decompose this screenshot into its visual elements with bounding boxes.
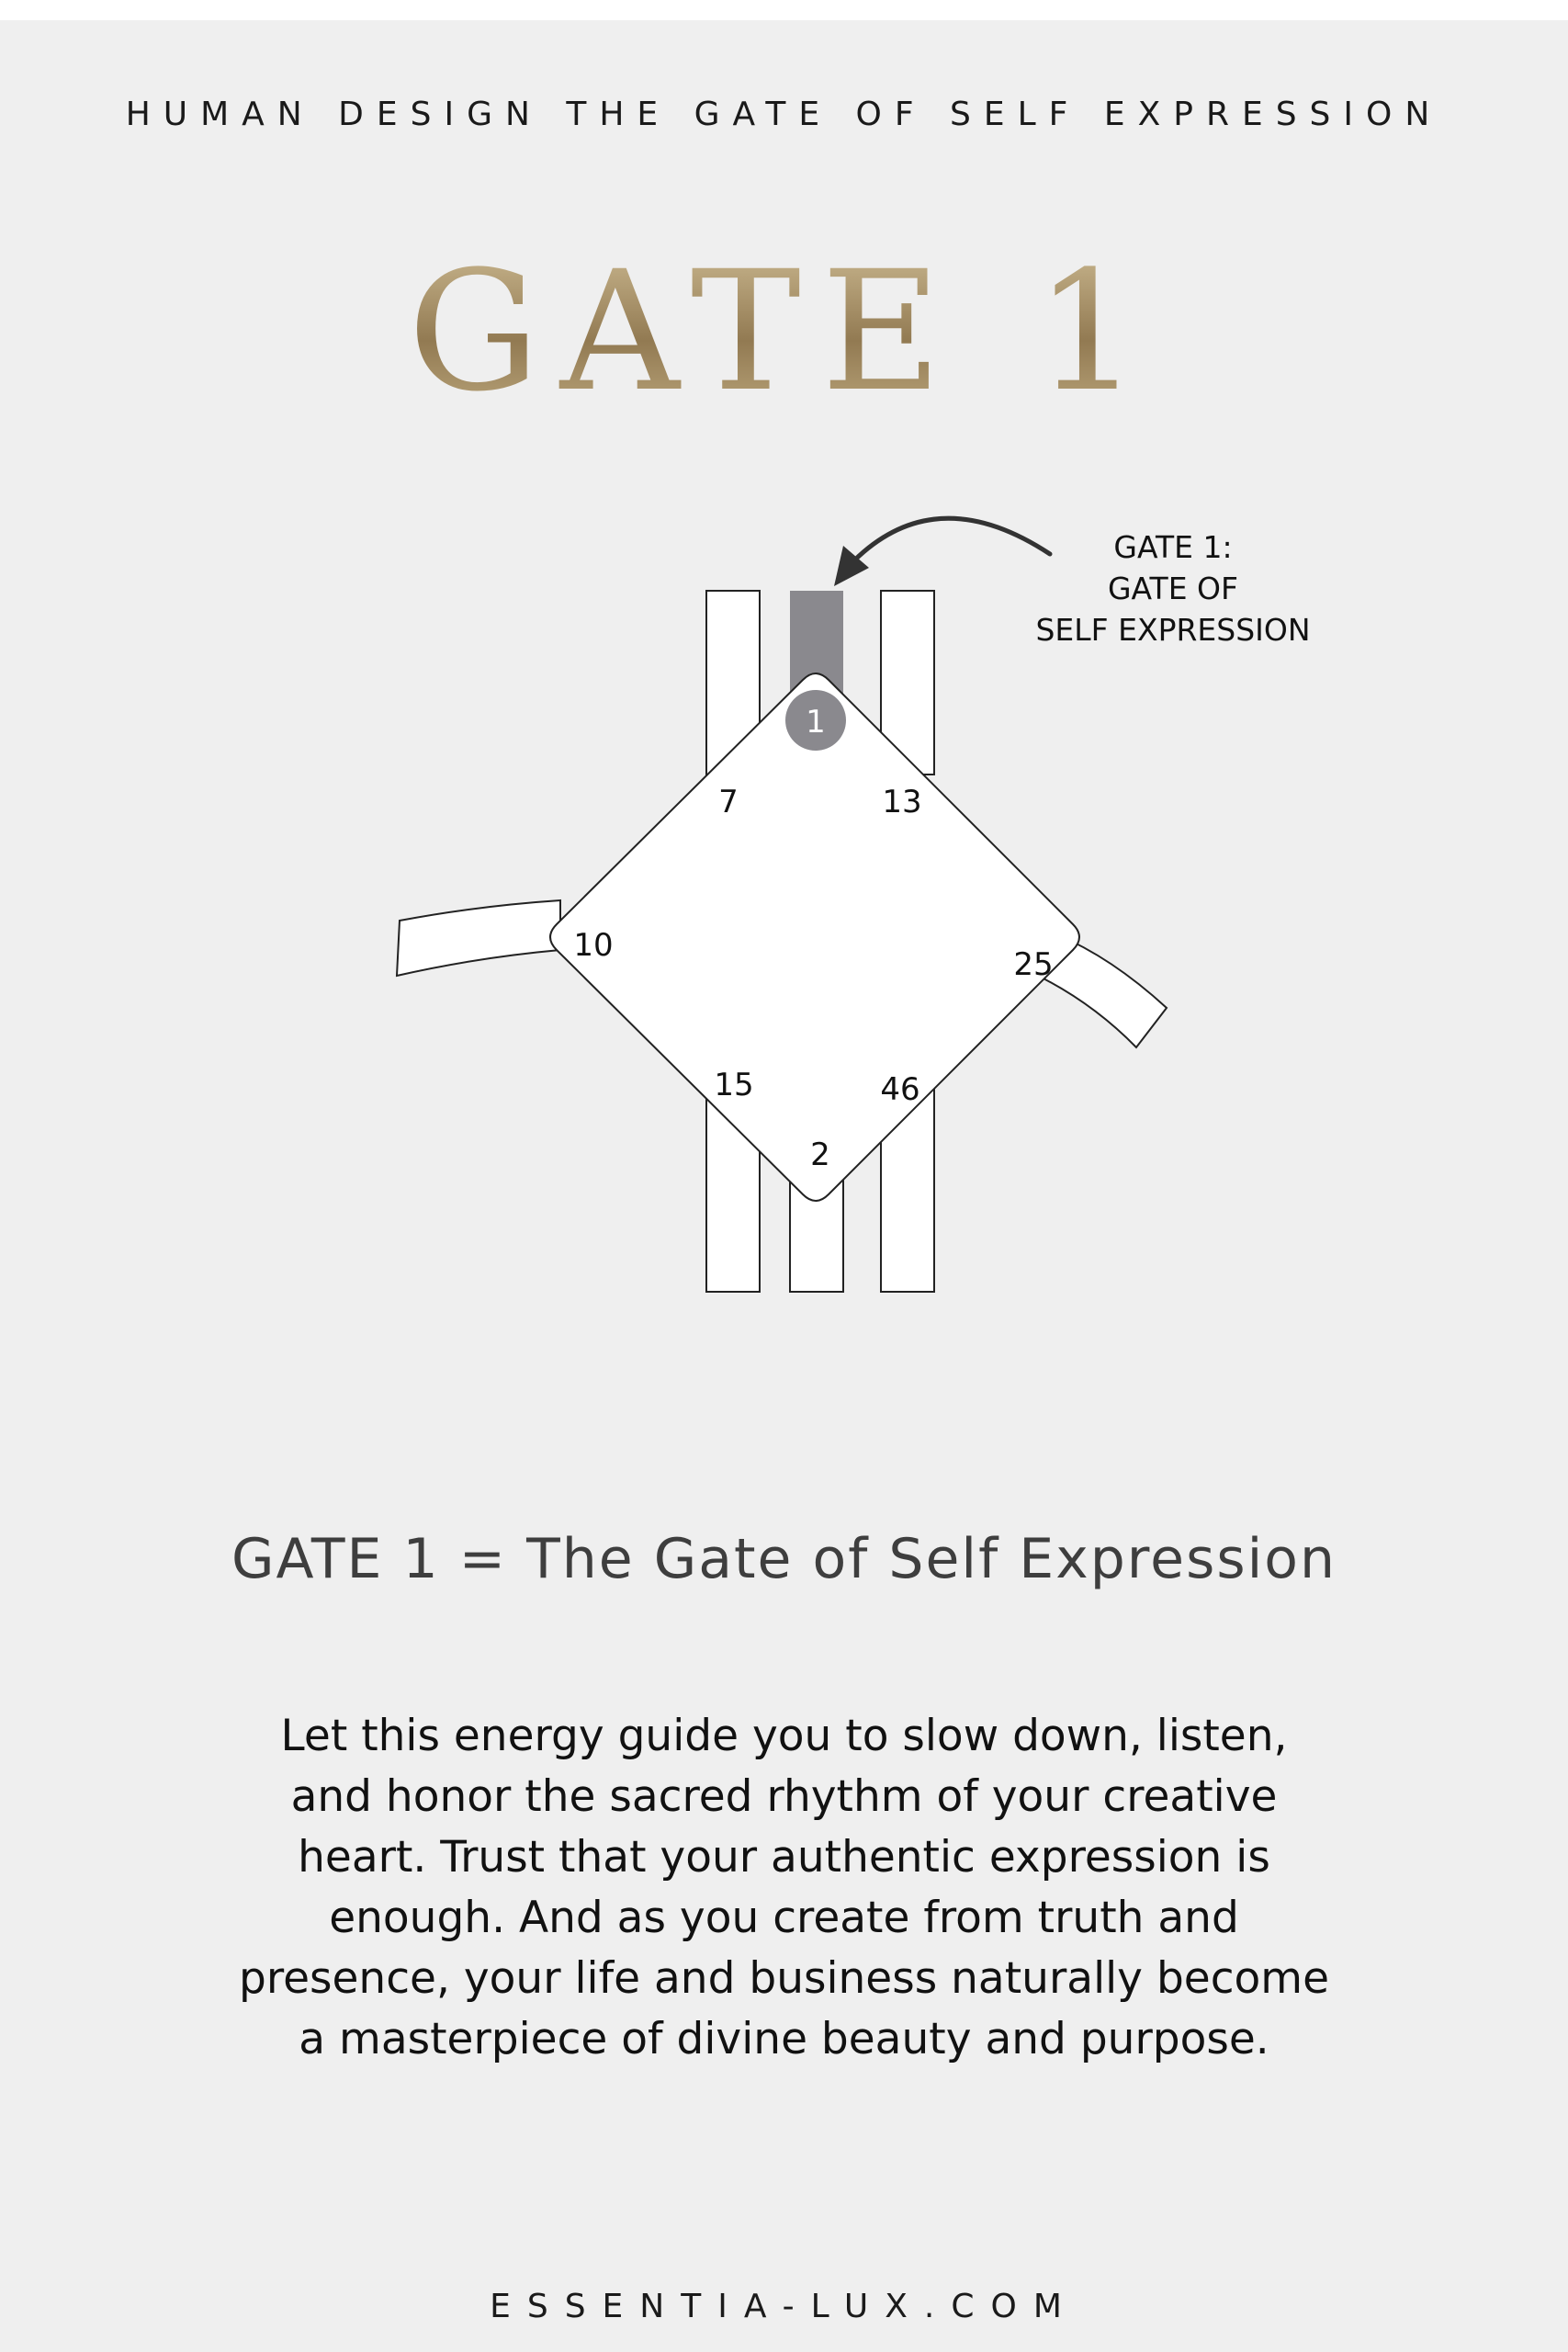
gate-13-label: 13 bbox=[882, 784, 922, 820]
callout-line-3: SELF EXPRESSION bbox=[1035, 612, 1311, 648]
gate-25-label: 25 bbox=[1013, 946, 1054, 983]
body-paragraph bbox=[165, 1706, 1403, 2070]
callout-line-2: GATE OF bbox=[1107, 571, 1239, 606]
gate-46-label: 46 bbox=[880, 1071, 920, 1108]
g-center-diamond bbox=[550, 673, 1079, 1201]
body-line: Let this energy guide you to slow down, listen, bbox=[280, 1711, 1288, 1761]
body-line: a masterpiece of divine beauty and purpose. bbox=[299, 2014, 1269, 2064]
gate-2-label: 2 bbox=[810, 1136, 830, 1173]
body-line: presence, your life and business naturally become bbox=[238, 1953, 1329, 2004]
page bbox=[0, 20, 1568, 2352]
page-header: HUMAN DESIGN THE GATE OF SELF EXPRESSION bbox=[125, 96, 1443, 133]
gate-subtitle: GATE 1 = The Gate of Self Expression bbox=[231, 1527, 1337, 1591]
body-line: enough. And as you create from truth and bbox=[329, 1893, 1239, 1943]
footer-website: ESSENTIA-LUX.COM bbox=[490, 2288, 1078, 2325]
callout-arrow bbox=[854, 518, 1050, 560]
body-line: heart. Trust that your authentic expression is bbox=[298, 1832, 1270, 1883]
gate-10-label: 10 bbox=[573, 927, 614, 964]
callout-line-1: GATE 1: bbox=[1113, 529, 1233, 565]
gate-15-label: 15 bbox=[714, 1067, 754, 1103]
body-line: and honor the sacred rhythm of your creative bbox=[290, 1771, 1278, 1822]
gate-1-label: 1 bbox=[806, 704, 826, 741]
g-center-diagram bbox=[0, 20, 1568, 1398]
gate-title: GATE 1 bbox=[0, 250, 1568, 415]
gate-7-label: 7 bbox=[718, 784, 739, 820]
channel-left-stub bbox=[397, 900, 560, 976]
